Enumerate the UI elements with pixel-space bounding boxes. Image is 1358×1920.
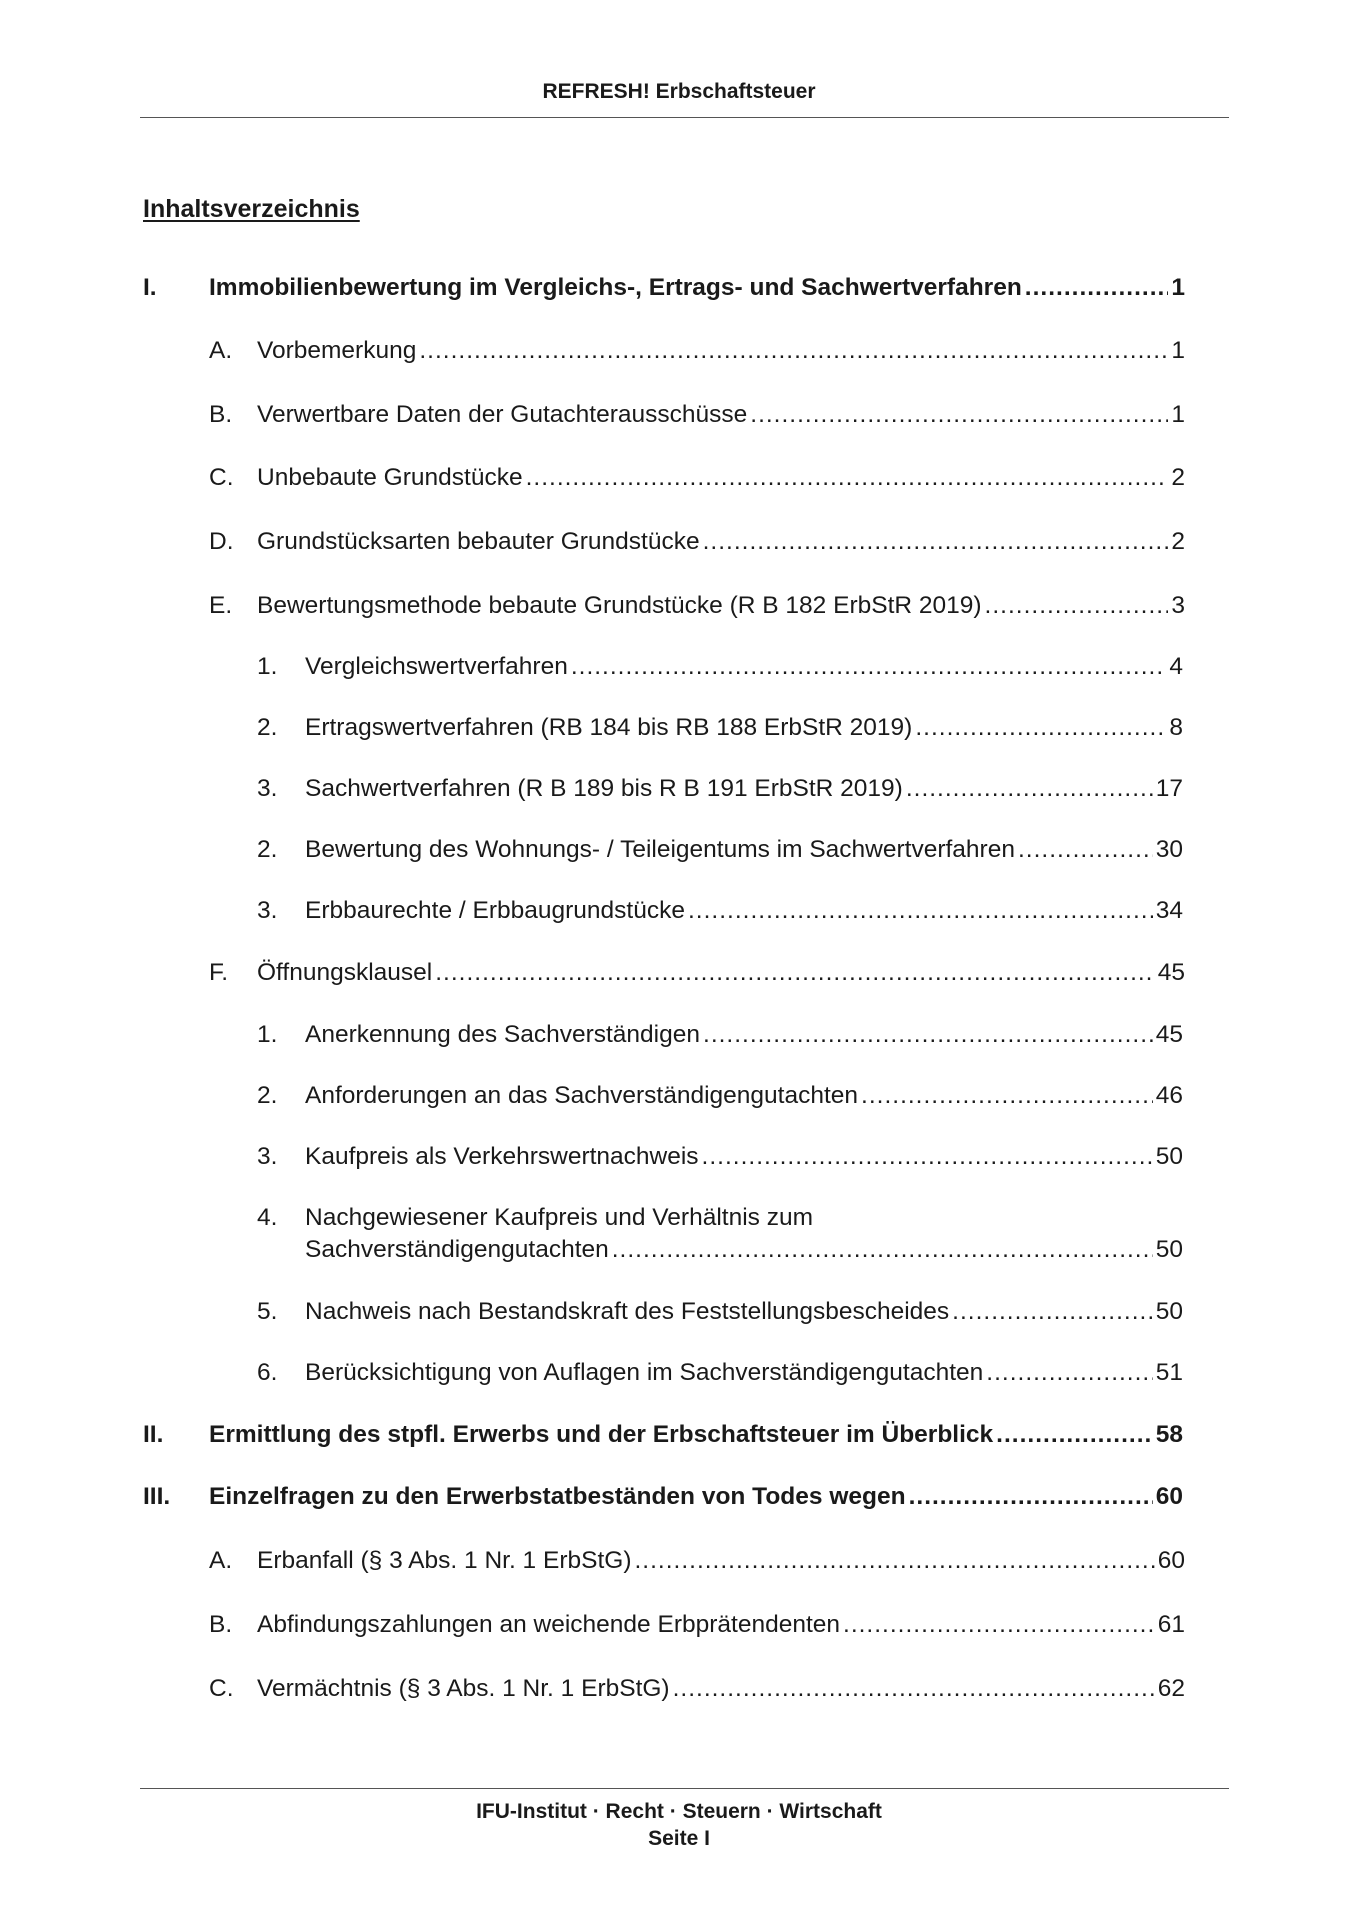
toc-entry-number: I. — [143, 274, 157, 301]
toc-entry-I-B[interactable] — [209, 399, 1185, 431]
toc-entry-page: 50 — [1155, 1236, 1183, 1263]
toc-entry-II[interactable] — [143, 1419, 1183, 1451]
toc-entry-title: Immobilienbewertung im Vergleichs-, Ertrags- und Sachwertverfahren — [209, 274, 1022, 301]
toc-entry-I[interactable] — [143, 272, 1185, 304]
toc-entry-title: Öffnungsklausel — [257, 959, 433, 986]
toc-entry-I-E-3b[interactable] — [257, 895, 1183, 927]
toc-dot-leader — [612, 1234, 1153, 1266]
toc-dot-leader — [435, 957, 1154, 989]
toc-entry-title: Erbanfall (§ 3 Abs. 1 Nr. 1 ErbStG) — [257, 1547, 632, 1574]
toc-entry-number: 3. — [257, 775, 278, 802]
toc-entry-I-F-5[interactable] — [257, 1296, 1183, 1328]
toc-entry-I-E-2[interactable] — [257, 712, 1183, 744]
toc-dot-leader — [1025, 272, 1169, 304]
toc-entry-number: B. — [209, 401, 233, 428]
toc-entry-number: 2. — [257, 1082, 278, 1109]
toc-entry-page: 2 — [1171, 528, 1185, 555]
toc-entry-page: 30 — [1155, 836, 1183, 863]
toc-entry-number: A. — [209, 337, 233, 364]
toc-entry-title: Einzelfragen zu den Erwerbstatbeständen von Todes wegen — [209, 1483, 906, 1510]
toc-entry-number: D. — [209, 528, 234, 555]
toc-entry-title: Ermittlung des stpfl. Erwerbs und der Erbschaftsteuer im Überblick — [209, 1421, 994, 1448]
toc-dot-leader — [906, 773, 1153, 805]
toc-entry-number: C. — [209, 1675, 234, 1702]
toc-entry-title: Anerkennung des Sachverständigen — [305, 1021, 701, 1048]
toc-entry-page: 1 — [1171, 401, 1185, 428]
toc-entry-number: II. — [143, 1421, 164, 1448]
toc-entry-III-A[interactable] — [209, 1545, 1185, 1577]
toc-dot-leader — [702, 1141, 1153, 1173]
toc-entry-I-E-1[interactable] — [257, 651, 1183, 683]
toc-entry-title: Abfindungszahlungen an weichende Erbprätendenten — [257, 1611, 841, 1638]
toc-entry-page: 60 — [1157, 1547, 1185, 1574]
toc-entry-number: B. — [209, 1611, 233, 1638]
toc-entry-page: 46 — [1155, 1082, 1183, 1109]
toc-entry-I-F-4[interactable] — [257, 1202, 1183, 1266]
toc-entry-I-F-1[interactable] — [257, 1019, 1183, 1051]
toc-entry-I-F-2[interactable] — [257, 1080, 1183, 1112]
toc-entry-I-D[interactable] — [209, 526, 1185, 558]
toc-dot-leader — [750, 399, 1168, 431]
toc-entry-page: 50 — [1155, 1298, 1183, 1325]
toc-entry-page: 62 — [1157, 1675, 1185, 1702]
toc-entry-page: 60 — [1155, 1483, 1183, 1510]
toc-entry-page: 3 — [1171, 592, 1185, 619]
toc-dot-leader — [526, 462, 1169, 494]
footer-divider — [140, 1788, 1229, 1789]
toc-entry-page: 45 — [1155, 1021, 1183, 1048]
toc-dot-leader — [985, 590, 1169, 622]
toc-entry-number: 6. — [257, 1359, 278, 1386]
toc-entry-I-E[interactable] — [209, 590, 1185, 622]
toc-entry-title: Erbbaurechte / Erbbaugrundstücke — [305, 897, 685, 924]
toc-entry-I-C[interactable] — [209, 462, 1185, 494]
toc-dot-leader — [703, 1019, 1153, 1051]
toc-entry-III-B[interactable] — [209, 1609, 1185, 1641]
toc-entry-title-line2: Sachverständigengutachten — [305, 1236, 609, 1263]
toc-entry-title: Ertragswertverfahren (RB 184 bis RB 188 ErbStR 2019) — [305, 714, 913, 741]
toc-dot-leader — [843, 1609, 1155, 1641]
toc-entry-page: 8 — [1169, 714, 1183, 741]
toc-entry-page: 45 — [1157, 959, 1185, 986]
footer-institute: IFU-Institut · Recht · Steuern · Wirtschaft — [476, 1800, 882, 1823]
toc-entry-I-F-6[interactable] — [257, 1357, 1183, 1389]
toc-dot-leader — [996, 1419, 1153, 1451]
toc-entry-page: 17 — [1155, 775, 1183, 802]
header-divider — [140, 117, 1229, 118]
toc-entry-title: Nachweis nach Bestandskraft des Feststellungsbescheides — [305, 1298, 950, 1325]
toc-dot-leader — [571, 651, 1167, 683]
toc-entry-number: F. — [209, 959, 229, 986]
toc-entry-III[interactable] — [143, 1481, 1183, 1513]
toc-entry-page: 61 — [1157, 1611, 1185, 1638]
toc-entry-title: Vorbemerkung — [257, 337, 417, 364]
toc-entry-number: 1. — [257, 653, 278, 680]
toc-dot-leader — [703, 526, 1169, 558]
toc-entry-number: 3. — [257, 897, 278, 924]
toc-entry-title: Berücksichtigung von Auflagen im Sachverständigengutachten — [305, 1359, 984, 1386]
toc-entry-number: 5. — [257, 1298, 278, 1325]
toc-entry-title: Anforderungen an das Sachverständigengutachten — [305, 1082, 859, 1109]
toc-entry-number: A. — [209, 1547, 233, 1574]
footer-page-number: Seite I — [648, 1827, 710, 1850]
toc-dot-leader — [909, 1481, 1153, 1513]
toc-entry-page: 51 — [1155, 1359, 1183, 1386]
toc-entry-title-line1: Nachgewiesener Kaufpreis und Verhältnis zum — [305, 1204, 813, 1231]
toc-entry-title: Vergleichswertverfahren — [305, 653, 568, 680]
toc-entry-I-E-3[interactable] — [257, 773, 1183, 805]
toc-entry-title: Kaufpreis als Verkehrswertnachweis — [305, 1143, 699, 1170]
toc-entry-number: E. — [209, 592, 233, 619]
toc-entry-title: Bewertung des Wohnungs- / Teileigentums im Sachwertverfahren — [305, 836, 1015, 863]
toc-entry-page: 1 — [1171, 274, 1185, 301]
toc-entry-number: 2. — [257, 714, 278, 741]
toc-entry-title: Vermächtnis (§ 3 Abs. 1 Nr. 1 ErbStG) — [257, 1675, 670, 1702]
toc-dot-leader — [861, 1080, 1153, 1112]
toc-dot-leader — [673, 1673, 1155, 1705]
toc-entry-title: Sachwertverfahren (R B 189 bis R B 191 ErbStR 2019) — [305, 775, 903, 802]
toc-entry-title: Bewertungsmethode bebaute Grundstücke (R B 182 ErbStR 2019) — [257, 592, 982, 619]
toc-entry-number: 2. — [257, 836, 278, 863]
toc-entry-III-C[interactable] — [209, 1673, 1185, 1705]
toc-entry-I-E-2b[interactable] — [257, 834, 1183, 866]
toc-entry-I-F[interactable] — [209, 957, 1185, 989]
toc-dot-leader — [1018, 834, 1153, 866]
toc-entry-page: 1 — [1171, 337, 1185, 364]
toc-dot-leader — [915, 712, 1166, 744]
toc-entry-I-A[interactable] — [209, 335, 1185, 367]
toc-entry-number: 3. — [257, 1143, 278, 1170]
toc-entry-page: 50 — [1155, 1143, 1183, 1170]
toc-entry-number: 1. — [257, 1021, 278, 1048]
toc-entry-number: 4. — [257, 1204, 278, 1231]
toc-entry-title: Unbebaute Grundstücke — [257, 464, 523, 491]
toc-dot-leader — [634, 1545, 1154, 1577]
toc-entry-title: Verwertbare Daten der Gutachterausschüsse — [257, 401, 748, 428]
running-header-title: REFRESH! Erbschaftsteuer — [542, 80, 816, 103]
toc-entry-number: III. — [143, 1483, 171, 1510]
toc-heading: Inhaltsverzeichnis — [143, 195, 360, 223]
toc-entry-I-F-3[interactable] — [257, 1141, 1183, 1173]
toc-dot-leader — [952, 1296, 1153, 1328]
toc-entry-page: 2 — [1171, 464, 1185, 491]
toc-dot-leader — [986, 1357, 1152, 1389]
toc-dot-leader — [419, 335, 1168, 367]
toc-dot-leader — [688, 895, 1153, 927]
toc-entry-page: 34 — [1155, 897, 1183, 924]
toc-entry-number: C. — [209, 464, 234, 491]
toc-entry-page: 58 — [1155, 1421, 1183, 1448]
toc-entry-title: Grundstücksarten bebauter Grundstücke — [257, 528, 700, 555]
toc-entry-page: 4 — [1169, 653, 1183, 680]
